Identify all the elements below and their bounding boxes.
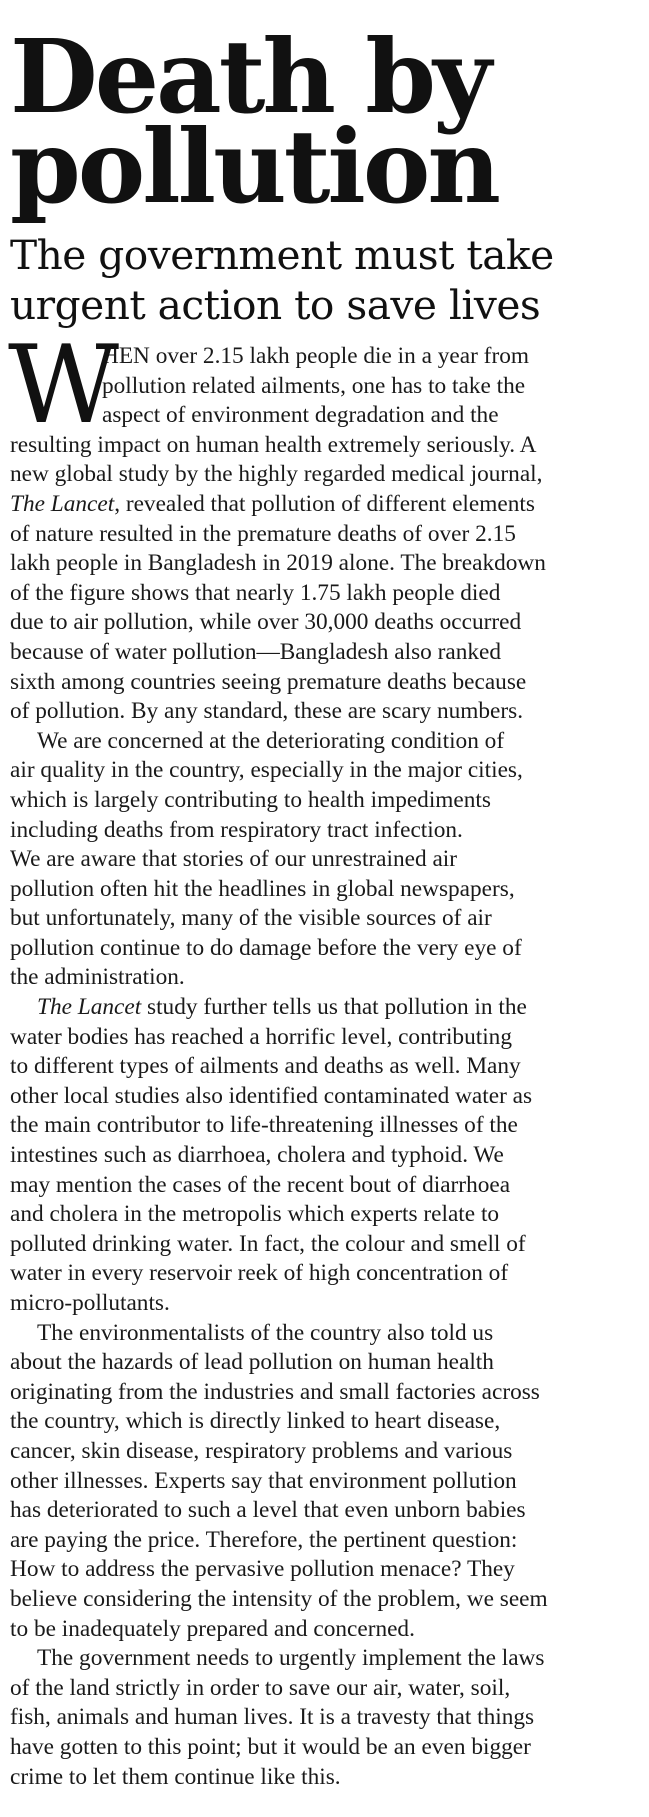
headline — [10, 0, 649, 226]
text-line: pollution continue to do damage before the very eye of — [10, 934, 522, 961]
text-line: sixth among countries seeing premature deaths because — [10, 668, 527, 695]
subheadline-line: The government must take — [10, 231, 554, 279]
text-line: micro-pollutants. — [10, 1290, 170, 1316]
text-line: the administration. — [10, 964, 185, 991]
text-line: other local studies also identified contaminated water as — [10, 1082, 533, 1109]
text-line: We are concerned at the deteriorating condition of — [37, 727, 505, 754]
text-line: of the figure shows that nearly 1.75 lakh people died — [10, 579, 501, 606]
headline-line: Death by — [10, 17, 489, 136]
text-line: How to address the pervasive pollution menace? They — [10, 1556, 515, 1583]
text-line: The government needs to urgently implement the laws — [37, 1645, 545, 1672]
text-line: pollution often hit the headlines in global newspapers, — [10, 875, 515, 902]
text-line: due to air pollution, while over 30,000 deaths occurred — [10, 609, 522, 636]
text-line: water bodies has reached a horrific level, contributing — [10, 1023, 512, 1050]
text-line: We are aware that stories of our unrestrained air — [10, 846, 458, 873]
text-line: the country, which is directly linked to heart disease, — [10, 1408, 501, 1435]
text-line: believe considering the intensity of the problem, we seem — [10, 1585, 548, 1612]
paragraph — [10, 1319, 649, 1645]
text-line: of nature resulted in the premature deaths of over 2.15 — [10, 520, 516, 547]
text-line: pollution related ailments, one has to take the — [102, 372, 526, 399]
text-line: HEN over 2.15 lakh people die in a year from — [102, 343, 529, 369]
paragraph — [10, 993, 649, 1319]
text-line: and cholera in the metropolis which experts relate to — [10, 1201, 500, 1228]
journal-name: The Lancet — [10, 490, 115, 517]
text-line: crime to let them continue like this. — [10, 1763, 341, 1790]
text-line: but unfortunately, many of the visible sources of air — [10, 905, 492, 932]
text-line: about the hazards of lead pollution on human health — [10, 1349, 494, 1376]
text-line: water in every reservoir reek of high concentration of — [10, 1260, 509, 1287]
text-line: resulting impact on human health extremely seriously. A — [10, 431, 537, 458]
text-line: intestines such as diarrhoea, cholera and typhoid. We — [10, 1142, 504, 1169]
text-line: new global study by the highly regarded medical journal, — [10, 461, 543, 488]
text-line: has deteriorated to such a level that even unborn babies — [10, 1497, 526, 1524]
text-line: fish, animals and human lives. It is a travesty that things — [10, 1704, 535, 1731]
text-line: to different types of ailments and deaths as well. Many — [10, 1053, 521, 1080]
text-line: of the land strictly in order to save our air, water, soil, — [10, 1674, 511, 1701]
paragraph — [10, 1644, 649, 1792]
text-line-rest: , revealed that pollution of different elements — [114, 490, 535, 517]
subheadline-line: urgent action to save lives — [10, 281, 541, 329]
text-line: of pollution. By any standard, these are scary numbers. — [10, 698, 524, 725]
text-line: to be inadequately prepared and concerned. — [10, 1615, 415, 1642]
paragraph — [8, 323, 649, 727]
text-line: including deaths from respiratory tract infection. — [10, 816, 463, 843]
text-line: air quality in the country, especially in the major cities, — [10, 757, 523, 784]
subheadline — [10, 212, 649, 330]
text-line: the main contributor to life-threatening illnesses of the — [10, 1112, 518, 1139]
journal-name: The Lancet — [37, 994, 142, 1021]
text-line-lancet — [10, 490, 649, 520]
text-line: lakh people in Bangladesh in 2019 alone. The breakdown — [10, 550, 546, 577]
text-line-rest: study further tells us that pollution in the — [141, 994, 527, 1021]
text-line: are paying the price. Therefore, the pertinent question: — [10, 1526, 518, 1553]
text-line: other illnesses. Experts say that environment pollution — [10, 1467, 517, 1494]
paragraph — [10, 727, 649, 993]
text-line: may mention the cases of the recent bout of diarrhoea — [10, 1171, 511, 1198]
text-line: cancer, skin disease, respiratory problems and various — [10, 1437, 513, 1464]
text-line: have gotten to this point; but it would be an even bigger — [10, 1733, 531, 1760]
text-line: which is largely contributing to health impediments — [10, 786, 491, 813]
drop-cap: W — [8, 323, 120, 448]
text-line-lancet — [10, 993, 649, 1023]
text-line: originating from the industries and small factories across — [10, 1378, 540, 1405]
text-line: The environmentalists of the country also told us — [37, 1319, 494, 1346]
text-line: because of water pollution—Bangladesh also ranked — [10, 638, 502, 665]
text-line: polluted drinking water. In fact, the colour and smell of — [10, 1230, 526, 1257]
headline-line: pollution — [10, 107, 498, 226]
article-body — [8, 323, 649, 1792]
text-line: aspect of environment degradation and the — [102, 402, 499, 429]
